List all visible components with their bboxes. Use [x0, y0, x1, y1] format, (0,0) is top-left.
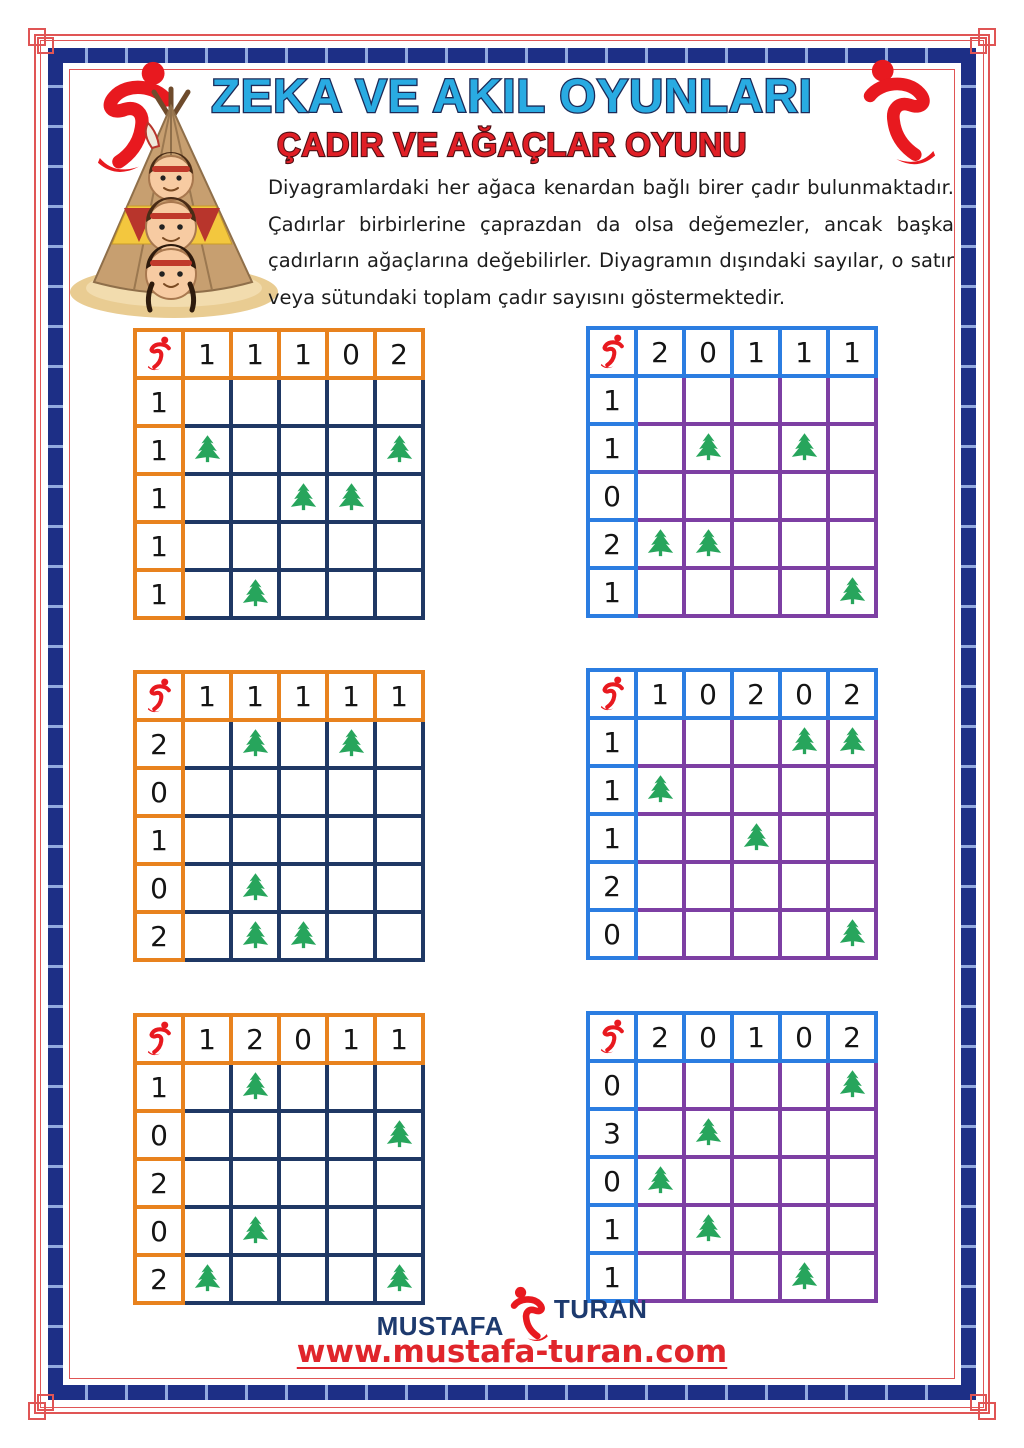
pine-tree-icon: [239, 1071, 272, 1102]
grid-cell[interactable]: [375, 768, 423, 816]
grid-cell[interactable]: [684, 1109, 732, 1157]
grid-cell[interactable]: [780, 376, 828, 424]
grid-cell[interactable]: [375, 864, 423, 912]
grid-cell[interactable]: [279, 912, 327, 960]
grid-cell[interactable]: [684, 1157, 732, 1205]
grid-cell[interactable]: [636, 1157, 684, 1205]
pine-tree-icon: [836, 726, 869, 757]
grid-cell[interactable]: [327, 720, 375, 768]
grid-cell[interactable]: [684, 424, 732, 472]
grid-cell[interactable]: [183, 720, 231, 768]
pine-tree-icon: [692, 1117, 725, 1148]
col-clue: 0: [279, 1015, 327, 1063]
row-clue: 1: [588, 376, 636, 424]
grid-cell[interactable]: [375, 522, 423, 570]
col-clue: 1: [183, 672, 231, 720]
row-clue: 0: [588, 910, 636, 958]
col-clue: 0: [327, 330, 375, 378]
grid-corner-logo-icon: [135, 672, 183, 720]
grid-cell[interactable]: [732, 1205, 780, 1253]
grid-cell[interactable]: [183, 1207, 231, 1255]
col-clue: 1: [636, 670, 684, 718]
row-clue: 1: [588, 766, 636, 814]
grid-cell[interactable]: [375, 720, 423, 768]
grid-cell[interactable]: [231, 912, 279, 960]
grid-cell[interactable]: [780, 1109, 828, 1157]
row-clue: 1: [588, 814, 636, 862]
col-clue: 1: [828, 328, 876, 376]
row-clue: 1: [135, 570, 183, 618]
row-clue: 1: [588, 1253, 636, 1301]
grid-cell[interactable]: [732, 718, 780, 766]
col-clue: 2: [732, 670, 780, 718]
puzzle-grid-1: [133, 328, 425, 620]
grid-cell[interactable]: [279, 1063, 327, 1111]
red-figure-logo-icon: [146, 678, 173, 714]
grid-cell[interactable]: [636, 424, 684, 472]
corner-ornament: [26, 1392, 56, 1422]
grid-cell[interactable]: [828, 520, 876, 568]
grid-cell[interactable]: [828, 1157, 876, 1205]
grid-cell[interactable]: [375, 1063, 423, 1111]
grid-cell[interactable]: [183, 378, 231, 426]
corner-ornament: [968, 1392, 998, 1422]
grid-cell[interactable]: [732, 766, 780, 814]
puzzle-grid-6: [586, 1011, 878, 1303]
grid-cell[interactable]: [732, 1109, 780, 1157]
pine-tree-icon: [383, 434, 416, 465]
page-title: ZEKA VE AKIL OYUNLARI: [211, 69, 813, 122]
grid-cell[interactable]: [375, 912, 423, 960]
row-clue: 0: [588, 472, 636, 520]
col-clue: 0: [684, 328, 732, 376]
grid-cell[interactable]: [327, 1111, 375, 1159]
grid-cell[interactable]: [375, 816, 423, 864]
pine-tree-icon: [335, 728, 368, 759]
pine-tree-icon: [836, 1069, 869, 1100]
row-clue: 2: [135, 1159, 183, 1207]
grid-cell[interactable]: [828, 1061, 876, 1109]
grid-cell[interactable]: [183, 426, 231, 474]
grid-cell[interactable]: [231, 570, 279, 618]
grid-cell[interactable]: [636, 376, 684, 424]
page-subtitle: ÇADIR VE AĞAÇLAR OYUNU: [277, 126, 747, 163]
col-clue: 1: [279, 672, 327, 720]
pine-tree-icon: [788, 432, 821, 463]
grid-cell[interactable]: [183, 1063, 231, 1111]
col-clue: 1: [231, 330, 279, 378]
pine-tree-icon: [692, 528, 725, 559]
pine-tree-icon: [239, 728, 272, 759]
grid-cell[interactable]: [684, 862, 732, 910]
row-clue: 1: [135, 378, 183, 426]
grid-cell[interactable]: [279, 864, 327, 912]
grid-cell[interactable]: [684, 1061, 732, 1109]
grid-cell[interactable]: [828, 376, 876, 424]
instructions-text: Diyagramlardaki her ağaca kenardan bağlı birer çadır bulunmaktadır. Çadırlar birbirlerine çaprazdan da olsa değemezler, ancak başka çadırların ağaçlarına değebilirler. Diyagramın dışındaki sayılar, o satır veya sütundaki toplam çadır sayısını göstermektedir.: [268, 176, 954, 309]
red-figure-logo-icon: [146, 336, 173, 372]
grid-cell[interactable]: [327, 522, 375, 570]
grid-cell[interactable]: [375, 570, 423, 618]
grid-cell[interactable]: [327, 864, 375, 912]
grid-corner-logo-icon: [135, 1015, 183, 1063]
puzzle-2-board: [586, 326, 878, 618]
grid-cell[interactable]: [684, 520, 732, 568]
grid-cell[interactable]: [327, 816, 375, 864]
row-clue: 0: [588, 1157, 636, 1205]
grid-cell[interactable]: [279, 816, 327, 864]
grid-cell[interactable]: [327, 426, 375, 474]
grid-cell[interactable]: [279, 1207, 327, 1255]
pine-tree-icon: [692, 432, 725, 463]
col-clue: 2: [636, 328, 684, 376]
grid-cell[interactable]: [828, 472, 876, 520]
grid-cell[interactable]: [684, 1205, 732, 1253]
grid-cell[interactable]: [636, 1109, 684, 1157]
grid-cell[interactable]: [183, 474, 231, 522]
grid-cell[interactable]: [231, 1063, 279, 1111]
grid-cell[interactable]: [732, 1157, 780, 1205]
grid-cell[interactable]: [183, 816, 231, 864]
grid-cell[interactable]: [780, 568, 828, 616]
pine-tree-icon: [644, 528, 677, 559]
grid-cell[interactable]: [780, 472, 828, 520]
grid-cell[interactable]: [828, 1205, 876, 1253]
grid-cell[interactable]: [231, 816, 279, 864]
col-clue: 2: [636, 1013, 684, 1061]
puzzle-3-board: [133, 670, 425, 962]
puzzle-6-board: [586, 1011, 878, 1303]
pine-tree-icon: [383, 1119, 416, 1150]
grid-cell[interactable]: [183, 1111, 231, 1159]
grid-cell[interactable]: [732, 1061, 780, 1109]
grid-cell[interactable]: [183, 912, 231, 960]
grid-cell[interactable]: [327, 1159, 375, 1207]
grid-cell[interactable]: [327, 378, 375, 426]
grid-cell[interactable]: [183, 1159, 231, 1207]
grid-cell[interactable]: [279, 522, 327, 570]
row-clue: 1: [588, 1205, 636, 1253]
col-clue: 2: [828, 1013, 876, 1061]
grid-cell[interactable]: [780, 424, 828, 472]
pine-tree-icon: [836, 576, 869, 607]
grid-cell[interactable]: [828, 910, 876, 958]
grid-cell[interactable]: [279, 570, 327, 618]
grid-cell[interactable]: [375, 1207, 423, 1255]
puzzle-grid-2: [586, 326, 878, 618]
pine-tree-icon: [239, 578, 272, 609]
grid-cell[interactable]: [231, 1207, 279, 1255]
grid-cell[interactable]: [279, 720, 327, 768]
grid-cell[interactable]: [375, 426, 423, 474]
row-clue: 1: [588, 568, 636, 616]
pine-tree-icon: [692, 1213, 725, 1244]
row-clue: 2: [135, 720, 183, 768]
grid-cell[interactable]: [684, 472, 732, 520]
corner-ornament: [26, 26, 56, 56]
grid-cell[interactable]: [279, 426, 327, 474]
grid-corner-logo-icon: [588, 670, 636, 718]
grid-cell[interactable]: [636, 1205, 684, 1253]
row-clue: 1: [135, 1063, 183, 1111]
grid-corner-logo-icon: [588, 328, 636, 376]
grid-cell[interactable]: [327, 1207, 375, 1255]
pine-tree-icon: [287, 920, 320, 951]
col-clue: 1: [183, 1015, 231, 1063]
grid-cell[interactable]: [636, 520, 684, 568]
grid-cell[interactable]: [231, 768, 279, 816]
grid-cell[interactable]: [828, 1109, 876, 1157]
grid-cell[interactable]: [636, 472, 684, 520]
pine-tree-icon: [788, 726, 821, 757]
grid-cell[interactable]: [732, 568, 780, 616]
row-clue: 2: [588, 862, 636, 910]
brand-first-name: MUSTAFA: [376, 1311, 504, 1341]
grid-cell[interactable]: [636, 910, 684, 958]
grid-cell[interactable]: [231, 1111, 279, 1159]
puzzle-grid-3: [133, 670, 425, 962]
navy-border-left: [48, 48, 63, 1400]
grid-cell[interactable]: [684, 376, 732, 424]
grid-cell[interactable]: [327, 570, 375, 618]
grid-cell[interactable]: [828, 766, 876, 814]
grid-cell[interactable]: [780, 766, 828, 814]
pine-tree-icon: [239, 1215, 272, 1246]
pine-tree-icon: [644, 1165, 677, 1196]
grid-cell[interactable]: [780, 520, 828, 568]
col-clue: 1: [732, 1013, 780, 1061]
puzzle-grid-5: [133, 1013, 425, 1305]
row-clue: 1: [135, 816, 183, 864]
puzzle-4-board: [586, 668, 878, 960]
grid-cell[interactable]: [231, 1159, 279, 1207]
website-link[interactable]: www.mustafa-turan.com: [296, 1334, 728, 1370]
grid-cell[interactable]: [279, 474, 327, 522]
pine-tree-icon: [191, 434, 224, 465]
grid-cell[interactable]: [780, 1205, 828, 1253]
grid-cell[interactable]: [279, 1159, 327, 1207]
grid-cell[interactable]: [828, 862, 876, 910]
grid-cell[interactable]: [636, 568, 684, 616]
grid-cell[interactable]: [375, 378, 423, 426]
col-clue: 1: [375, 1015, 423, 1063]
row-clue: 1: [588, 718, 636, 766]
grid-cell[interactable]: [231, 474, 279, 522]
corner-ornament: [968, 26, 998, 56]
col-clue: 0: [684, 670, 732, 718]
col-clue: 1: [279, 330, 327, 378]
grid-cell[interactable]: [732, 814, 780, 862]
grid-cell[interactable]: [684, 718, 732, 766]
pine-tree-icon: [239, 872, 272, 903]
grid-corner-logo-icon: [588, 1013, 636, 1061]
grid-cell[interactable]: [375, 1159, 423, 1207]
col-clue: 0: [780, 1013, 828, 1061]
grid-cell[interactable]: [684, 568, 732, 616]
row-clue: 0: [135, 864, 183, 912]
row-clue: 2: [135, 1255, 183, 1303]
row-clue: 2: [588, 520, 636, 568]
grid-cell[interactable]: [684, 766, 732, 814]
grid-cell[interactable]: [684, 814, 732, 862]
pine-tree-icon: [740, 822, 773, 853]
grid-cell[interactable]: [231, 378, 279, 426]
grid-cell[interactable]: [327, 912, 375, 960]
grid-cell[interactable]: [231, 864, 279, 912]
col-clue: 1: [732, 328, 780, 376]
col-clue: 1: [327, 672, 375, 720]
grid-cell[interactable]: [375, 474, 423, 522]
pine-tree-icon: [335, 482, 368, 513]
grid-cell[interactable]: [183, 570, 231, 618]
grid-cell[interactable]: [375, 1111, 423, 1159]
grid-cell[interactable]: [828, 424, 876, 472]
puzzle-5-board: [133, 1013, 425, 1305]
col-clue: 0: [684, 1013, 732, 1061]
grid-cell[interactable]: [732, 910, 780, 958]
grid-cell[interactable]: [183, 768, 231, 816]
grid-cell[interactable]: [636, 1061, 684, 1109]
grid-cell[interactable]: [780, 718, 828, 766]
grid-cell[interactable]: [327, 768, 375, 816]
navy-border-right: [961, 48, 976, 1400]
grid-cell[interactable]: [828, 568, 876, 616]
grid-cell[interactable]: [279, 1111, 327, 1159]
grid-cell[interactable]: [684, 910, 732, 958]
grid-cell[interactable]: [327, 474, 375, 522]
grid-cell[interactable]: [327, 1063, 375, 1111]
grid-cell[interactable]: [231, 426, 279, 474]
col-clue: 0: [780, 670, 828, 718]
grid-cell[interactable]: [732, 424, 780, 472]
grid-cell[interactable]: [279, 768, 327, 816]
row-clue: 1: [135, 474, 183, 522]
row-clue: 1: [135, 522, 183, 570]
grid-cell[interactable]: [636, 862, 684, 910]
grid-corner-logo-icon: [135, 330, 183, 378]
grid-cell[interactable]: [636, 718, 684, 766]
col-clue: 1: [183, 330, 231, 378]
grid-cell[interactable]: [231, 720, 279, 768]
row-clue: 0: [588, 1061, 636, 1109]
col-clue: 2: [231, 1015, 279, 1063]
puzzle-grid-4: [586, 668, 878, 960]
navy-border-top: [48, 48, 976, 63]
grid-cell[interactable]: [732, 520, 780, 568]
grid-cell[interactable]: [828, 814, 876, 862]
grid-cell[interactable]: [780, 814, 828, 862]
grid-cell[interactable]: [828, 718, 876, 766]
row-clue: 1: [588, 424, 636, 472]
grid-cell[interactable]: [780, 1157, 828, 1205]
grid-cell[interactable]: [732, 376, 780, 424]
grid-cell[interactable]: [183, 864, 231, 912]
red-figure-logo-icon: [599, 334, 626, 370]
row-clue: 2: [135, 912, 183, 960]
grid-cell[interactable]: [732, 862, 780, 910]
col-clue: 2: [828, 670, 876, 718]
row-clue: 1: [135, 426, 183, 474]
pine-tree-icon: [239, 920, 272, 951]
pine-tree-icon: [836, 918, 869, 949]
grid-cell[interactable]: [636, 766, 684, 814]
row-clue: 0: [135, 1207, 183, 1255]
grid-cell[interactable]: [780, 910, 828, 958]
grid-cell[interactable]: [231, 522, 279, 570]
grid-cell[interactable]: [780, 862, 828, 910]
col-clue: 1: [327, 1015, 375, 1063]
red-figure-logo-icon: [599, 1019, 626, 1055]
grid-cell[interactable]: [636, 814, 684, 862]
col-clue: 1: [780, 328, 828, 376]
row-clue: 0: [135, 1111, 183, 1159]
grid-cell[interactable]: [732, 472, 780, 520]
grid-cell[interactable]: [183, 522, 231, 570]
col-clue: 1: [231, 672, 279, 720]
row-clue: 3: [588, 1109, 636, 1157]
col-clue: 2: [375, 330, 423, 378]
red-figure-logo-icon: [146, 1021, 173, 1057]
brand-last-name: TURAN: [553, 1294, 648, 1324]
grid-cell[interactable]: [780, 1061, 828, 1109]
pine-tree-icon: [644, 774, 677, 805]
row-clue: 0: [135, 768, 183, 816]
puzzle-1-board: [133, 328, 425, 620]
navy-border-bottom: [48, 1385, 976, 1400]
pine-tree-icon: [287, 482, 320, 513]
red-figure-logo-icon: [599, 676, 626, 712]
grid-cell[interactable]: [279, 378, 327, 426]
col-clue: 1: [375, 672, 423, 720]
